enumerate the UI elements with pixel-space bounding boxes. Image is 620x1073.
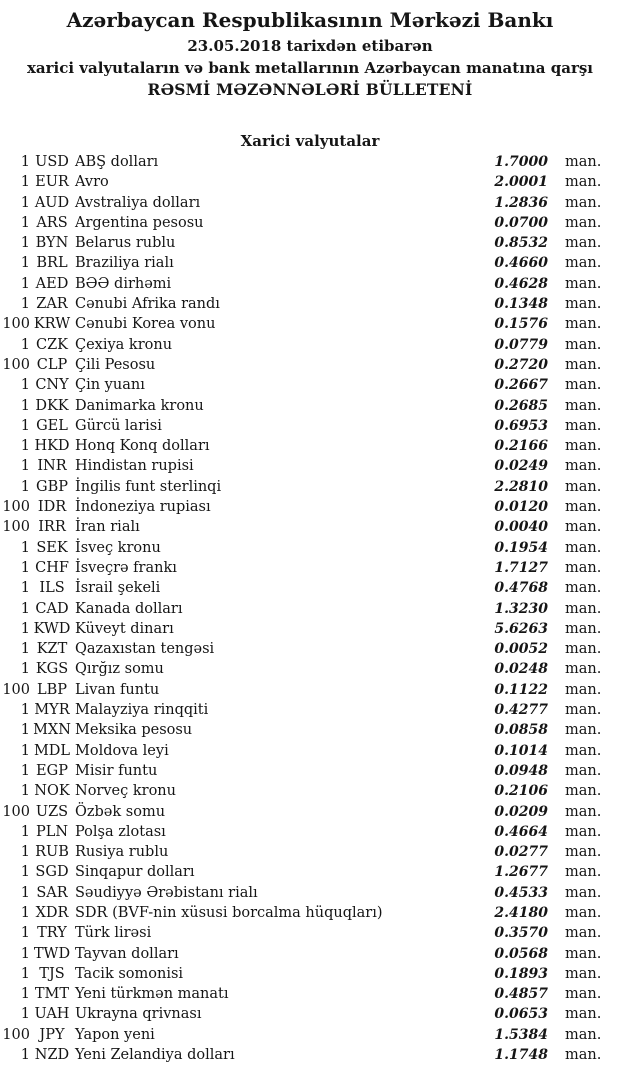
currency-name-cell: Livan funtu: [75, 681, 160, 698]
unit-label-cell: man.: [565, 336, 602, 353]
quantity-cell: 1: [20, 965, 30, 982]
currency-name-cell: Çin yuanı: [75, 377, 145, 394]
currency-name-cell: İran rialı: [75, 519, 140, 536]
currency-code-cell: RUB: [35, 844, 69, 861]
quantity-cell: 1: [20, 580, 30, 597]
unit-label-cell: man.: [565, 356, 602, 373]
currency-name-cell: Çexiya kronu: [75, 336, 173, 353]
quantity-cell: 1: [20, 417, 30, 434]
quantity-cell: 1: [20, 864, 30, 881]
exchange-rate-row: [0, 497, 620, 517]
unit-label-cell: man.: [565, 397, 602, 414]
currency-code-cell: CNY: [35, 377, 69, 394]
currency-code-cell: LBP: [36, 681, 68, 698]
currency-code-cell: SEK: [36, 539, 68, 556]
rate-value-cell: 1.7127: [494, 559, 548, 576]
rate-value-cell: 0.0653: [494, 1006, 548, 1023]
currency-name-cell: Türk lirəsi: [75, 925, 152, 942]
currency-code-cell: NOK: [34, 783, 70, 800]
currency-code-cell: TMT: [34, 986, 70, 1003]
exchange-rate-row: [0, 375, 620, 395]
currency-code-cell: IRR: [38, 519, 66, 536]
rate-value-cell: 0.4628: [494, 275, 548, 292]
quantity-cell: 100: [2, 1026, 30, 1043]
currency-code-cell: TRY: [37, 925, 67, 942]
currency-code-cell: KGS: [35, 661, 69, 678]
rate-value-cell: 0.4857: [494, 986, 548, 1003]
currency-name-cell: ABŞ dolları: [75, 154, 159, 170]
currency-code-cell: AUD: [34, 194, 70, 211]
currency-name-cell: Malayziya rinqqiti: [75, 702, 209, 719]
exchange-rate-row: [0, 944, 620, 964]
currency-name-cell: İndoneziya rupiası: [75, 499, 211, 516]
quantity-cell: 1: [20, 377, 30, 394]
quantity-cell: 1: [20, 742, 30, 759]
quantity-cell: 1: [20, 174, 30, 191]
quantity-cell: 1: [20, 154, 30, 170]
bulletin-title: RƏSMİ MƏZƏNNƏLƏRİ BÜLLETENİ: [147, 80, 473, 99]
rate-value-cell: 1.3230: [494, 600, 548, 617]
currency-name-cell: Yapon yeni: [75, 1026, 155, 1043]
currency-code-cell: JPY: [39, 1026, 65, 1043]
unit-label-cell: man.: [565, 722, 602, 739]
currency-code-cell: SGD: [35, 864, 69, 881]
quantity-cell: 1: [20, 1047, 30, 1064]
currency-code-cell: BYN: [35, 235, 69, 252]
exchange-rate-row: [0, 436, 620, 456]
rate-value-cell: 1.5384: [494, 1026, 548, 1043]
currency-name-cell: Avro: [75, 174, 109, 191]
quantity-cell: 1: [20, 722, 30, 739]
currency-name-cell: İsrail şekeli: [75, 580, 161, 597]
unit-label-cell: man.: [565, 478, 602, 495]
unit-label-cell: man.: [565, 925, 602, 942]
rate-value-cell: 0.4533: [494, 884, 548, 901]
currency-name-cell: Avstraliya dolları: [75, 194, 201, 211]
rate-value-cell: 0.4277: [494, 702, 548, 719]
rate-value-cell: 1.2836: [494, 194, 548, 211]
exchange-rate-row: [0, 538, 620, 558]
quantity-cell: 1: [20, 214, 30, 231]
unit-label-cell: man.: [565, 316, 602, 333]
quantity-cell: 100: [2, 356, 30, 373]
currency-code-cell: UAH: [34, 1006, 70, 1023]
quantity-cell: 1: [20, 255, 30, 272]
rate-value-cell: 5.6263: [494, 620, 548, 637]
unit-label-cell: man.: [565, 255, 602, 272]
rate-value-cell: 0.3570: [494, 925, 548, 942]
currency-name-cell: Cənubi Korea vonu: [75, 316, 216, 333]
quantity-cell: 1: [20, 702, 30, 719]
rate-value-cell: 1.2677: [494, 864, 548, 881]
quantity-cell: 1: [20, 641, 30, 658]
currency-name-cell: Cənubi Afrika randı: [75, 296, 220, 313]
quantity-cell: 1: [20, 620, 30, 637]
rate-value-cell: 0.0040: [494, 519, 548, 536]
rate-value-cell: 0.0277: [494, 844, 548, 861]
quantity-cell: 100: [2, 519, 30, 536]
quantity-cell: 1: [20, 1006, 30, 1023]
unit-label-cell: man.: [565, 417, 602, 434]
rate-value-cell: 0.0209: [494, 803, 548, 820]
rate-value-cell: 0.0858: [494, 722, 548, 739]
quantity-cell: 1: [20, 336, 30, 353]
rate-value-cell: 0.0568: [494, 945, 548, 962]
quantity-cell: 1: [20, 275, 30, 292]
quantity-cell: 1: [20, 235, 30, 252]
unit-label-cell: man.: [565, 519, 602, 536]
currency-name-cell: Moldova leyi: [75, 742, 169, 759]
unit-label-cell: man.: [565, 559, 602, 576]
rate-value-cell: 0.1122: [494, 681, 548, 698]
exchange-rate-row: [0, 335, 620, 355]
rate-value-cell: 0.2166: [494, 438, 548, 455]
exchange-rate-row: [0, 416, 620, 436]
currency-code-cell: ILS: [39, 580, 65, 597]
unit-label-cell: man.: [565, 904, 602, 921]
quantity-cell: 1: [20, 884, 30, 901]
currency-name-cell: İsveçrə frankı: [75, 559, 177, 576]
quantity-cell: 1: [20, 397, 30, 414]
unit-label-cell: man.: [565, 174, 602, 191]
exchange-rate-row: [0, 883, 620, 903]
quantity-cell: 1: [20, 478, 30, 495]
currency-name-cell: Qırğız somu: [75, 661, 164, 678]
currency-name-cell: Braziliya rialı: [75, 255, 174, 272]
unit-label-cell: man.: [565, 986, 602, 1003]
exchange-rate-row: [0, 984, 620, 1004]
rate-value-cell: 0.0249: [494, 458, 548, 475]
unit-label-cell: man.: [565, 823, 602, 840]
currency-name-cell: Norveç kronu: [75, 783, 176, 800]
quantity-cell: 100: [2, 681, 30, 698]
currency-name-cell: Sinqapur dolları: [75, 864, 195, 881]
quantity-cell: 100: [2, 499, 30, 516]
exchange-rate-row: [0, 1045, 620, 1065]
currency-name-cell: İsveç kronu: [75, 539, 161, 556]
exchange-rate-row: [0, 193, 620, 213]
currency-code-cell: AED: [35, 275, 69, 292]
exchange-rate-row: [0, 619, 620, 639]
unit-label-cell: man.: [565, 580, 602, 597]
exchange-rate-row: [0, 781, 620, 801]
currency-name-cell: Danimarka kronu: [75, 397, 204, 414]
bulletin-header: [0, 8, 620, 100]
rate-value-cell: 0.0248: [494, 661, 548, 678]
unit-label-cell: man.: [565, 499, 602, 516]
quantity-cell: 100: [2, 803, 30, 820]
exchange-rate-row: [0, 578, 620, 598]
unit-label-cell: man.: [565, 458, 602, 475]
quantity-cell: 1: [20, 945, 30, 962]
currency-code-cell: MDL: [33, 742, 71, 759]
exchange-rate-row: [0, 253, 620, 273]
currency-name-cell: Çili Pesosu: [75, 356, 156, 373]
currency-code-cell: TWD: [33, 945, 71, 962]
unit-label-cell: man.: [565, 377, 602, 394]
rate-value-cell: 0.4660: [494, 255, 548, 272]
unit-label-cell: man.: [565, 539, 602, 556]
currency-name-cell: Gürcü larisi: [75, 417, 162, 434]
rate-value-cell: 0.1954: [494, 539, 548, 556]
rate-value-cell: 0.1893: [494, 965, 548, 982]
currency-name-cell: Honq Konq dolları: [75, 438, 210, 455]
unit-label-cell: man.: [565, 844, 602, 861]
currency-code-cell: SAR: [36, 884, 68, 901]
exchange-rate-row: [0, 517, 620, 537]
exchange-rate-row: [0, 700, 620, 720]
quantity-cell: 100: [2, 316, 30, 333]
currency-code-cell: BRL: [36, 255, 68, 272]
currency-name-cell: BƏƏ dirhəmi: [75, 275, 172, 292]
currency-code-cell: NZD: [34, 1047, 70, 1064]
currency-name-cell: Hindistan rupisi: [75, 458, 194, 475]
currency-name-cell: Belarus rublu: [75, 235, 176, 252]
unit-label-cell: man.: [565, 1026, 602, 1043]
quantity-cell: 1: [20, 783, 30, 800]
effective-date: 23.05.2018 tarixdən etibarən: [187, 37, 433, 55]
currency-code-cell: DKK: [35, 397, 69, 414]
quantity-cell: 1: [20, 296, 30, 313]
unit-label-cell: man.: [565, 661, 602, 678]
exchange-rate-row: [0, 1025, 620, 1045]
currency-name-cell: Rusiya rublu: [75, 844, 169, 861]
currency-code-cell: KWD: [33, 620, 71, 637]
quantity-cell: 1: [20, 559, 30, 576]
exchange-rate-row: [0, 355, 620, 375]
unit-label-cell: man.: [565, 965, 602, 982]
quantity-cell: 1: [20, 661, 30, 678]
exchange-rate-row: [0, 720, 620, 740]
rate-value-cell: 0.6953: [494, 417, 548, 434]
exchange-rate-row: [0, 152, 620, 172]
currency-code-cell: USD: [35, 154, 69, 170]
quantity-cell: 1: [20, 986, 30, 1003]
exchange-rate-row: [0, 822, 620, 842]
currency-code-cell: CLP: [36, 356, 68, 373]
unit-label-cell: man.: [565, 275, 602, 292]
currency-code-cell: CAD: [35, 600, 69, 617]
exchange-rate-row: [0, 842, 620, 862]
rate-value-cell: 0.1576: [494, 316, 548, 333]
unit-label-cell: man.: [565, 702, 602, 719]
rate-value-cell: 0.8532: [494, 235, 548, 252]
rate-value-cell: 0.2685: [494, 397, 548, 414]
quantity-cell: 1: [20, 904, 30, 921]
quantity-cell: 1: [20, 194, 30, 211]
exchange-rate-row: [0, 741, 620, 761]
currency-code-cell: ZAR: [36, 296, 68, 313]
currency-code-cell: PLN: [35, 823, 69, 840]
unit-label-cell: man.: [565, 884, 602, 901]
currency-name-cell: Yeni Zelandiya dolları: [75, 1047, 235, 1064]
currency-code-cell: UZS: [35, 803, 69, 820]
exchange-rate-row: [0, 802, 620, 822]
currency-name-cell: Səudiyyə Ərəbistanı rialı: [75, 884, 258, 901]
rate-value-cell: 2.4180: [494, 904, 548, 921]
exchange-rate-row: [0, 294, 620, 314]
currency-name-cell: İngilis funt sterlinqi: [75, 478, 222, 495]
currency-name-cell: Kanada dolları: [75, 600, 183, 617]
currency-code-cell: INR: [37, 458, 67, 475]
currency-code-cell: KRW: [33, 316, 71, 333]
currency-code-cell: GBP: [36, 478, 68, 495]
unit-label-cell: man.: [565, 600, 602, 617]
currency-code-cell: TJS: [39, 965, 65, 982]
exchange-rate-row: [0, 274, 620, 294]
currency-name-cell: Argentina pesosu: [75, 214, 204, 231]
unit-label-cell: man.: [565, 296, 602, 313]
unit-label-cell: man.: [565, 194, 602, 211]
currency-code-cell: CZK: [35, 336, 68, 353]
unit-label-cell: man.: [565, 154, 602, 170]
currency-name-cell: Meksika pesosu: [75, 722, 193, 739]
currency-code-cell: EUR: [35, 174, 69, 191]
unit-label-cell: man.: [565, 864, 602, 881]
exchange-rate-row: [0, 903, 620, 923]
quantity-cell: 1: [20, 600, 30, 617]
exchange-rate-row: [0, 964, 620, 984]
quantity-cell: 1: [20, 844, 30, 861]
exchange-rate-row: [0, 396, 620, 416]
currency-code-cell: XDR: [35, 904, 69, 921]
unit-label-cell: man.: [565, 783, 602, 800]
quantity-cell: 1: [20, 438, 30, 455]
currency-code-cell: KZT: [36, 641, 68, 658]
exchange-rate-row: [0, 659, 620, 679]
exchange-rate-row: [0, 862, 620, 882]
currency-code-cell: MXN: [33, 722, 71, 739]
rate-value-cell: 0.2720: [494, 356, 548, 373]
currency-code-cell: MYR: [34, 702, 70, 719]
rate-value-cell: 0.2106: [494, 783, 548, 800]
currency-name-cell: Ukrayna qrivnası: [75, 1006, 202, 1023]
currency-code-cell: EGP: [36, 762, 68, 779]
quantity-cell: 1: [20, 539, 30, 556]
unit-label-cell: man.: [565, 214, 602, 231]
rate-value-cell: 0.4768: [494, 580, 548, 597]
exchange-rate-row: [0, 923, 620, 943]
unit-label-cell: man.: [565, 438, 602, 455]
currency-name-cell: Tayvan dolları: [75, 945, 179, 962]
unit-label-cell: man.: [565, 1006, 602, 1023]
currency-code-cell: ARS: [36, 214, 68, 231]
exchange-rate-row: [0, 1004, 620, 1024]
currency-name-cell: Tacik somonisi: [75, 965, 184, 982]
currency-name-cell: Küveyt dinarı: [75, 620, 174, 637]
rate-value-cell: 1.7000: [494, 154, 548, 170]
unit-label-cell: man.: [565, 1047, 602, 1064]
currency-name-cell: Polşa zlotası: [75, 823, 166, 840]
currency-name-cell: Qazaxıstan tengəsi: [75, 641, 215, 658]
quantity-cell: 1: [20, 762, 30, 779]
unit-label-cell: man.: [565, 803, 602, 820]
quantity-cell: 1: [20, 458, 30, 475]
rate-value-cell: 0.1348: [494, 296, 548, 313]
unit-label-cell: man.: [565, 620, 602, 637]
rate-value-cell: 0.0052: [494, 641, 548, 658]
rate-value-cell: 0.0779: [494, 336, 548, 353]
unit-label-cell: man.: [565, 641, 602, 658]
exchange-rate-row: [0, 456, 620, 476]
currency-name-cell: Özbək somu: [75, 803, 166, 820]
exchange-rate-row: [0, 233, 620, 253]
section-title-foreign-currencies: Xarici valyutalar: [240, 132, 380, 150]
quantity-cell: 1: [20, 823, 30, 840]
bank-name-title: Azərbaycan Respublikasının Mərkəzi Bankı: [66, 8, 554, 32]
unit-label-cell: man.: [565, 762, 602, 779]
exchange-rate-row: [0, 314, 620, 334]
currency-code-cell: GEL: [36, 417, 68, 434]
rate-value-cell: 2.0001: [494, 174, 548, 191]
rate-value-cell: 2.2810: [494, 478, 548, 495]
exchange-rate-row: [0, 680, 620, 700]
exchange-rate-row: [0, 761, 620, 781]
rate-value-cell: 0.0948: [494, 762, 548, 779]
currency-code-cell: IDR: [37, 499, 67, 516]
rate-value-cell: 0.4664: [494, 823, 548, 840]
unit-label-cell: man.: [565, 235, 602, 252]
exchange-rate-row: [0, 172, 620, 192]
unit-label-cell: man.: [565, 945, 602, 962]
bulletin-subtitle: xarici valyutaların və bank metallarının Azərbaycan manatına qarşı: [26, 59, 594, 77]
rate-value-cell: 0.0700: [494, 214, 548, 231]
currency-name-cell: SDR (BVF-nin xüsusi borcalma hüquqları): [75, 904, 383, 921]
exchange-rate-row: [0, 639, 620, 659]
quantity-cell: 1: [20, 925, 30, 942]
rate-value-cell: 0.1014: [494, 742, 548, 759]
unit-label-cell: man.: [565, 742, 602, 759]
exchange-rate-row: [0, 599, 620, 619]
exchange-rate-row: [0, 558, 620, 578]
currency-code-cell: HKD: [34, 438, 70, 455]
exchange-rates-table: [0, 152, 620, 1065]
currency-name-cell: Yeni türkmən manatı: [75, 986, 229, 1003]
currency-code-cell: CHF: [35, 559, 69, 576]
exchange-rate-row: [0, 477, 620, 497]
rate-value-cell: 0.0120: [494, 499, 548, 516]
exchange-rate-row: [0, 213, 620, 233]
unit-label-cell: man.: [565, 681, 602, 698]
rate-value-cell: 0.2667: [494, 377, 548, 394]
currency-name-cell: Misir funtu: [75, 762, 158, 779]
rate-value-cell: 1.1748: [494, 1047, 548, 1064]
